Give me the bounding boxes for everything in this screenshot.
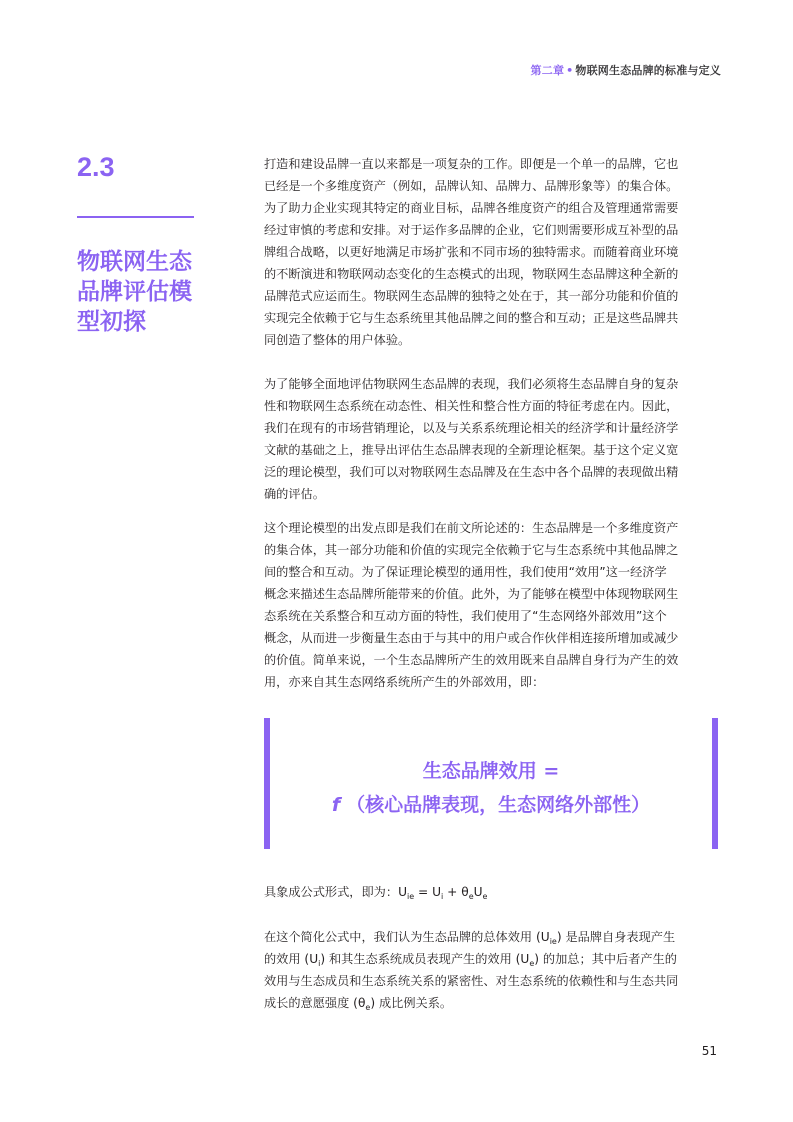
paragraph-3 — [264, 517, 724, 693]
section-title-line: 型初探 — [77, 309, 146, 335]
text-line: 的价值。简单来说，一个生态品牌所产生的效用既来自品牌自身行为产生的效 — [264, 653, 679, 667]
text-line: 品牌范式应运而生。物联网生态品牌的独特之处在于，其一部分功能和价值的 — [264, 289, 679, 303]
var-u: U — [473, 885, 483, 899]
text-line: 用，亦来自其生态网络系统所产生的外部效用，即： — [264, 675, 545, 689]
text-line: 经过审慎的考虑和安排。对于运作多品牌的企业，它们则需要形成互补型的品 — [264, 223, 679, 237]
chapter-label: 第二章 — [530, 64, 565, 77]
plus-sign: + — [443, 885, 462, 899]
text-line: 打造和建设品牌一直以来都是一项复杂的工作。即便是一个单一的品牌，它也 — [264, 157, 679, 171]
var-u: U — [398, 885, 407, 899]
section-title — [77, 247, 217, 337]
concrete-prefix: 具象成公式形式，即为： — [264, 885, 399, 899]
formula-callout — [264, 718, 718, 849]
text-line: 为了能够全面地评估物联网生态品牌的表现，我们必须将生态品牌自身的复杂 — [264, 377, 679, 391]
text-run: ) 的加总；其中后者产生的 — [534, 952, 677, 966]
header-separator: • — [566, 64, 574, 77]
formula-arguments: （核心品牌表现，生态网络外部性） — [346, 794, 651, 816]
concrete-formula — [264, 881, 487, 908]
text-line: 实现完全依赖于它与生态系统里其他品牌之间的整合和互动；正是这些品牌共 — [264, 311, 679, 325]
text-run: 成长的意愿强度 (θ — [264, 996, 366, 1010]
text-line: 性和物联网生态系统在动态性、相关性和整合性方面的特征考虑在内。因此， — [264, 399, 679, 413]
page-number: 51 — [701, 1044, 717, 1058]
paragraph-2 — [264, 373, 724, 505]
text-line: 概念来描述生态品牌所能带来的价值。此外，为了能够在模型中体现物联网生 — [264, 587, 679, 601]
text-line: 间的整合和互动。为了保证理论模型的通用性，我们使用“效用”这一经济学 — [264, 565, 667, 579]
text-line — [264, 926, 724, 948]
text-run: ) 是品牌自身表现产生 — [556, 930, 676, 944]
formula-line-2 — [270, 790, 712, 817]
section-title-line: 品牌评估模 — [77, 279, 192, 305]
paragraph-1 — [264, 153, 724, 351]
text-line — [264, 948, 724, 970]
var-theta: θ — [461, 885, 469, 899]
section-divider — [77, 216, 194, 218]
subscript: e — [468, 892, 474, 901]
running-header — [531, 62, 721, 78]
text-line: 泛的理论模型，我们可以对物联网生态品牌及在生态中各个品牌的表现做出精 — [264, 465, 679, 479]
text-run: 在这个简化公式中，我们认为生态品牌的总体效用 (U — [264, 930, 550, 944]
text-line: 这个理论模型的出发点即是我们在前文所论述的：生态品牌是一个多维度资产 — [264, 521, 679, 535]
text-run: ) 和其生态系统成员表现产生的效用 (U — [320, 952, 530, 966]
formula-line-1: 生态品牌效用 = — [422, 760, 560, 782]
text-line: 我们在现有的市场营销理论，以及与关系系统理论相关的经济学和计量经济学 — [264, 421, 679, 435]
text-line: 的集合体，其一部分功能和价值的实现完全依赖于它与生态系统中其他品牌之 — [264, 543, 679, 557]
subscript: e — [482, 892, 488, 901]
explanation-paragraph — [264, 926, 724, 1014]
text-line: 为了助力企业实现其特定的商业目标，品牌各维度资产的组合及管理通常需要 — [264, 201, 679, 215]
subscript: ie — [406, 892, 415, 901]
text-line: 效用与生态成员和生态系统关系的紧密性、对生态系统的依赖性和与生态共同 — [264, 974, 679, 988]
text-line: 文献的基础之上，推导出评估生态品牌表现的全新理论框架。基于这个定义宽 — [264, 443, 679, 457]
section-number: 2.3 — [77, 152, 115, 182]
subscript: i — [441, 892, 444, 901]
text-line: 的不断演进和物联网动态变化的生态模式的出现，物联网生态品牌这种全新的 — [264, 267, 679, 281]
subscript: e — [529, 959, 535, 968]
function-symbol: f — [331, 794, 341, 816]
section-title-line: 物联网生态 — [77, 249, 192, 275]
chapter-title: 物联网生态品牌的标准与定义 — [575, 64, 721, 77]
text-line: 确的评估。 — [264, 487, 325, 501]
subscript: ie — [549, 937, 557, 946]
text-line: 态系统在关系整合和互动方面的特性，我们使用了“生态网络外部效用”这个 — [264, 609, 667, 623]
text-line: 牌组合战略，以更好地满足市场扩张和不同市场的独特需求。而随着商业环境 — [264, 245, 679, 259]
subscript: e — [365, 1003, 371, 1012]
equals-sign: = — [414, 885, 433, 899]
text-run: 的效用 (U — [264, 952, 319, 966]
text-line — [264, 992, 724, 1014]
text-line: 已经是一个多维度资产（例如，品牌认知、品牌力、品牌形象等）的集合体。 — [264, 179, 679, 193]
text-line: 同创造了整体的用户体验。 — [264, 333, 411, 347]
subscript: i — [318, 959, 321, 968]
text-run: ) 成比例关系。 — [370, 996, 453, 1010]
text-line: 概念，从而进一步衡量生态由于与其中的用户或合作伙伴相连接所增加或减少 — [264, 631, 679, 645]
var-u: U — [432, 885, 442, 899]
